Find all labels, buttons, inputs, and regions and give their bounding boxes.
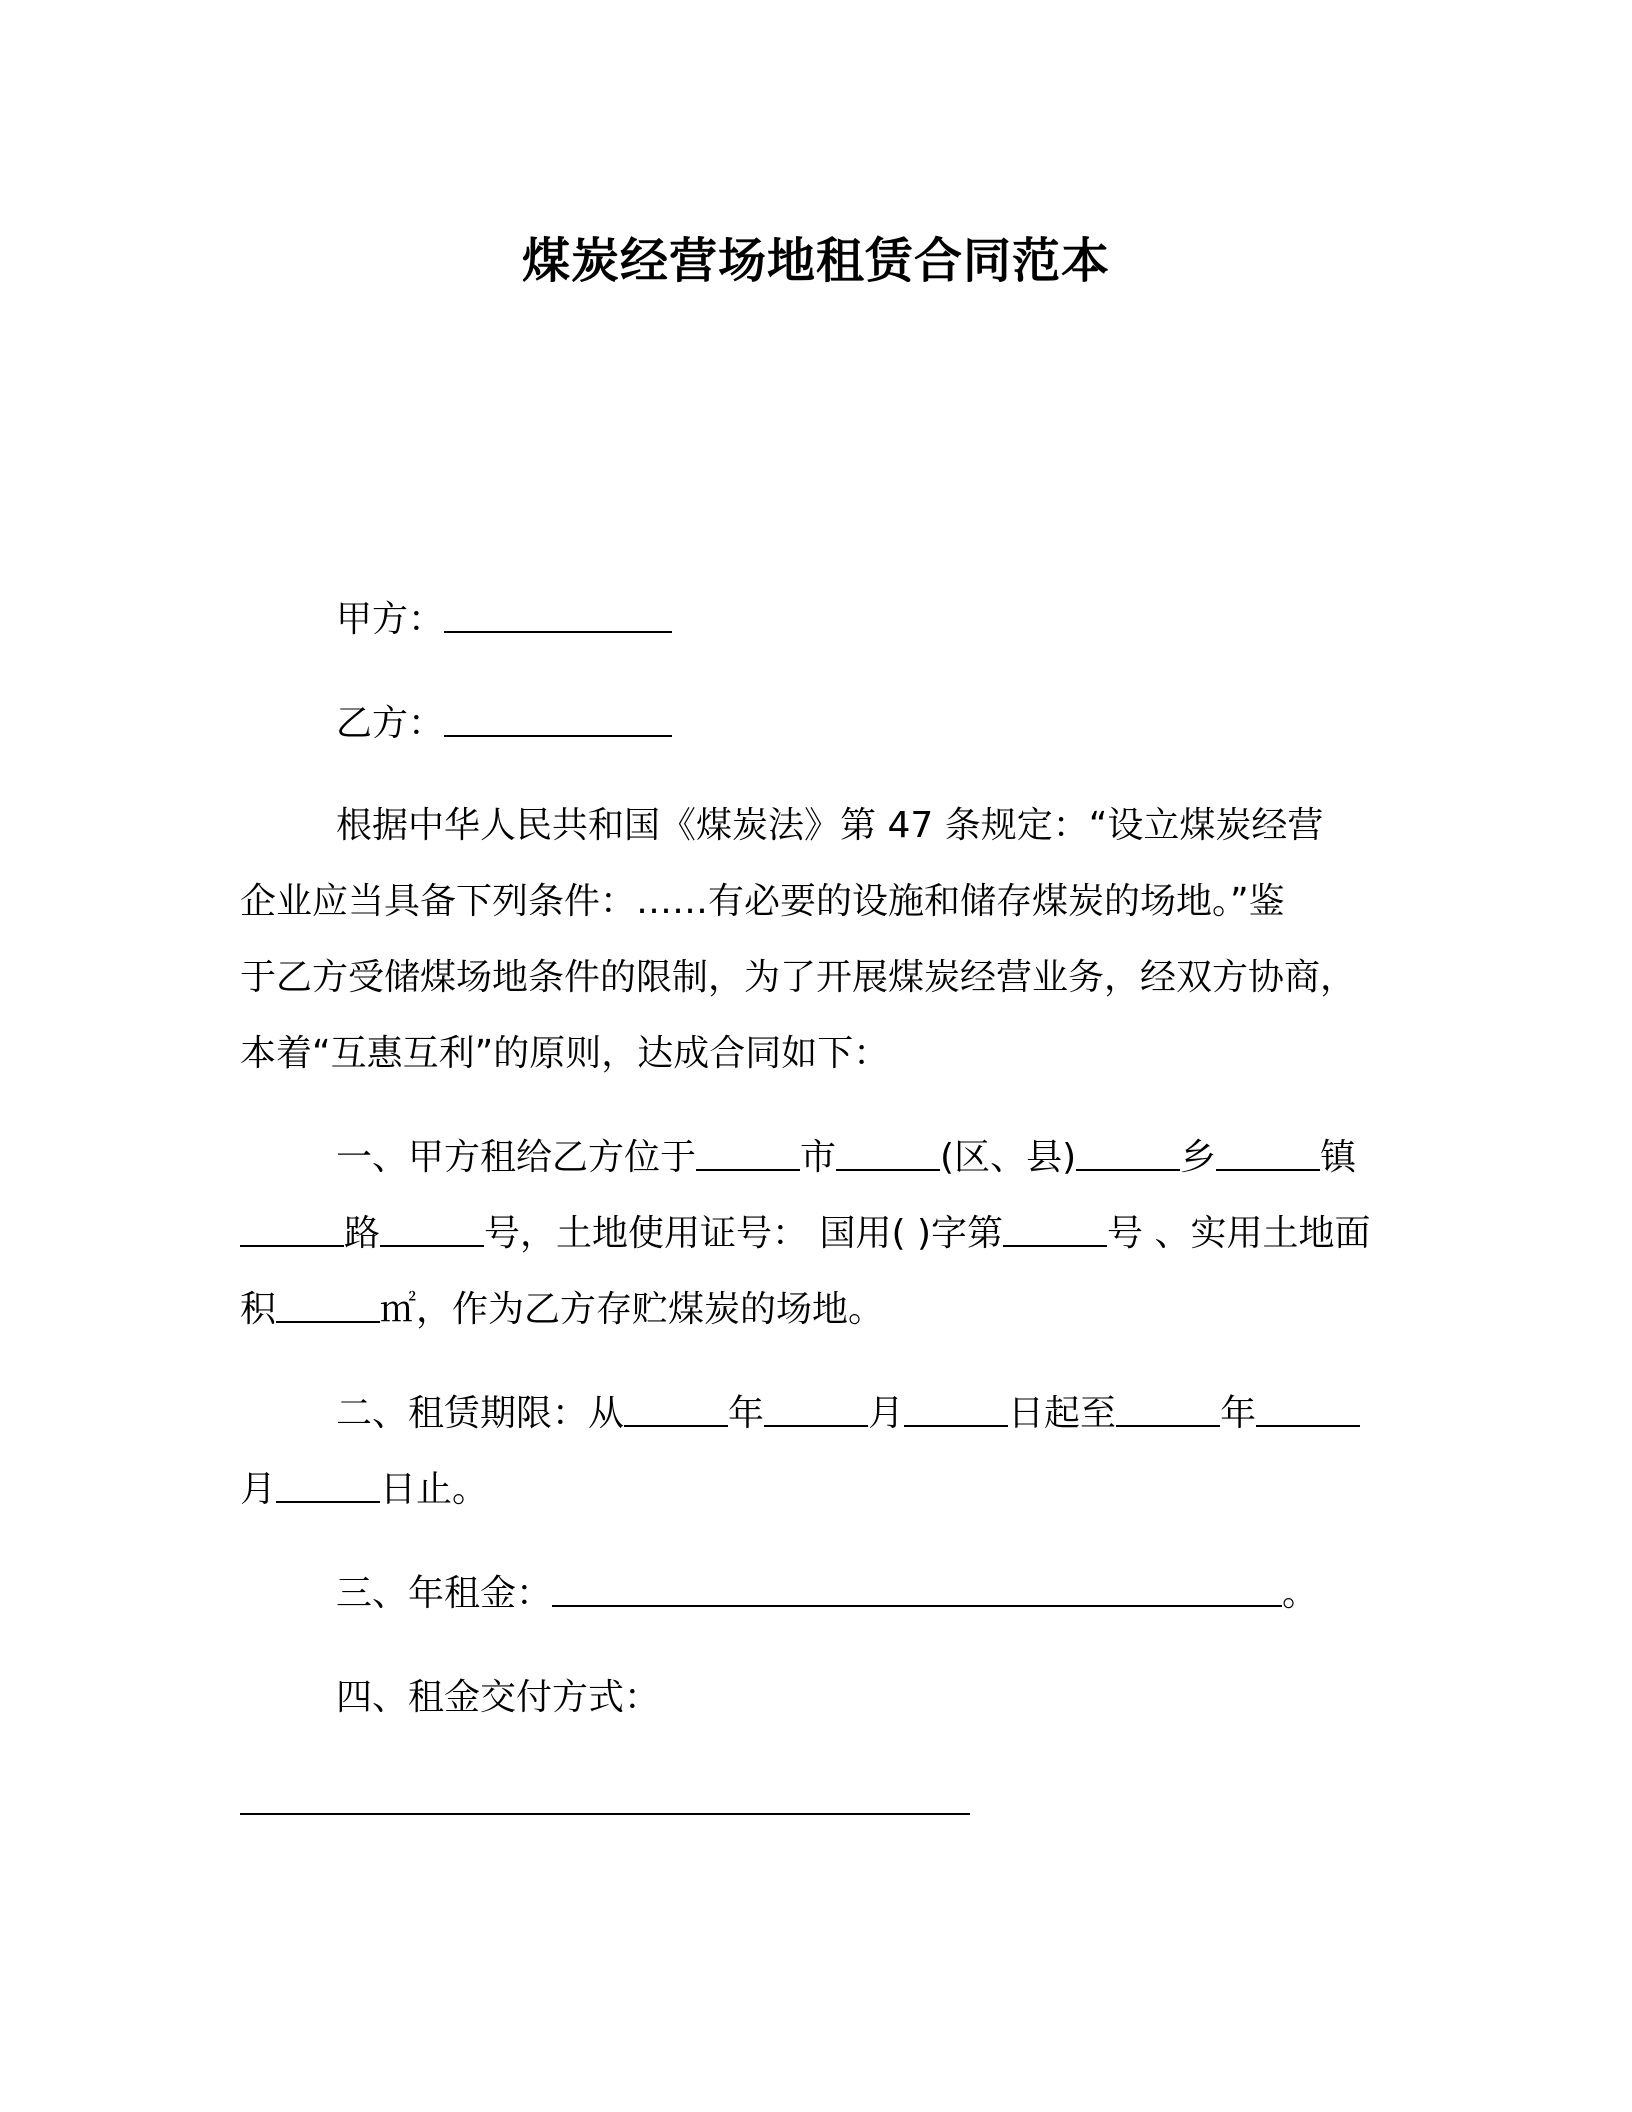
rent-label: 三、年租金： (336, 1573, 553, 1614)
end-year-blank (1116, 1395, 1220, 1427)
clause1-text: 路 (344, 1213, 381, 1254)
township-blank (1076, 1139, 1180, 1171)
area-blank (276, 1291, 380, 1323)
clause2-text: 年 (728, 1393, 765, 1434)
party-b-label: 乙方： (336, 703, 445, 744)
clause2-line-1 (336, 1390, 1360, 1438)
payment-label: 四、租金交付方式： (336, 1677, 661, 1718)
clause4-line (336, 1674, 660, 1722)
clause1-text: 市 (800, 1137, 837, 1178)
preamble-line-1: 根据中华人民共和国《煤炭法》第 47 条规定：“设立煤炭经营 (336, 805, 1324, 846)
number-blank (380, 1215, 484, 1247)
document-title: 煤炭经营场地租赁合同范本 (521, 233, 1110, 289)
clause1-text: 镇 (1320, 1137, 1357, 1178)
start-year-blank (624, 1395, 728, 1427)
rent-end: 。 (1282, 1573, 1319, 1614)
clause1-text: 乡 (1180, 1137, 1217, 1178)
clause1-text: 号 、实用土地面 (1107, 1213, 1371, 1254)
clause1-text: 号，土地使用证号： 国用( )字第 (484, 1213, 1003, 1254)
party-b-line (336, 700, 672, 748)
district-blank (836, 1139, 940, 1171)
party-a-blank (444, 601, 672, 633)
clause1-text: 积 (240, 1289, 277, 1330)
road-blank (240, 1215, 344, 1247)
start-day-blank (904, 1395, 1008, 1427)
certificate-blank (1003, 1215, 1107, 1247)
town-blank (1216, 1139, 1320, 1171)
clause1-line-2 (240, 1210, 1370, 1258)
clause1-text: ㎡，作为乙方存贮煤炭的场地。 (380, 1289, 885, 1330)
clause1-text: (区、县) (940, 1137, 1077, 1178)
payment-method-blank (240, 1783, 970, 1815)
clause1-line-3 (240, 1286, 884, 1334)
clause2-text: 月 (868, 1393, 905, 1434)
clause2-text: 二、租赁期限：从 (336, 1393, 625, 1434)
city-blank (696, 1139, 800, 1171)
clause2-text: 日起至 (1008, 1393, 1117, 1434)
clause2-text: 月 (240, 1469, 277, 1510)
preamble-line-2: 企业应当具备下列条件：……有必要的设施和储存煤炭的场地。”鉴 (240, 881, 1285, 922)
payment-method-line (240, 1778, 970, 1826)
end-day-blank (276, 1471, 380, 1503)
clause1-text: 一、甲方租给乙方位于 (336, 1137, 697, 1178)
party-a-label: 甲方： (336, 599, 445, 640)
clause2-text: 年 (1220, 1393, 1257, 1434)
preamble-line-4: 本着“互惠互利”的原则，达成合同如下： (240, 1033, 890, 1074)
clause2-line-2 (240, 1466, 488, 1514)
end-month-blank (1256, 1395, 1360, 1427)
start-month-blank (764, 1395, 868, 1427)
clause2-text: 日止。 (380, 1469, 489, 1510)
party-b-blank (444, 705, 672, 737)
annual-rent-blank (552, 1575, 1282, 1607)
party-a-line (336, 596, 672, 644)
preamble-line-3: 于乙方受储煤场地条件的限制，为了开展煤炭经营业务，经双方协商， (240, 957, 1357, 998)
clause1-line-1 (336, 1134, 1356, 1182)
clause3-line (336, 1570, 1318, 1618)
